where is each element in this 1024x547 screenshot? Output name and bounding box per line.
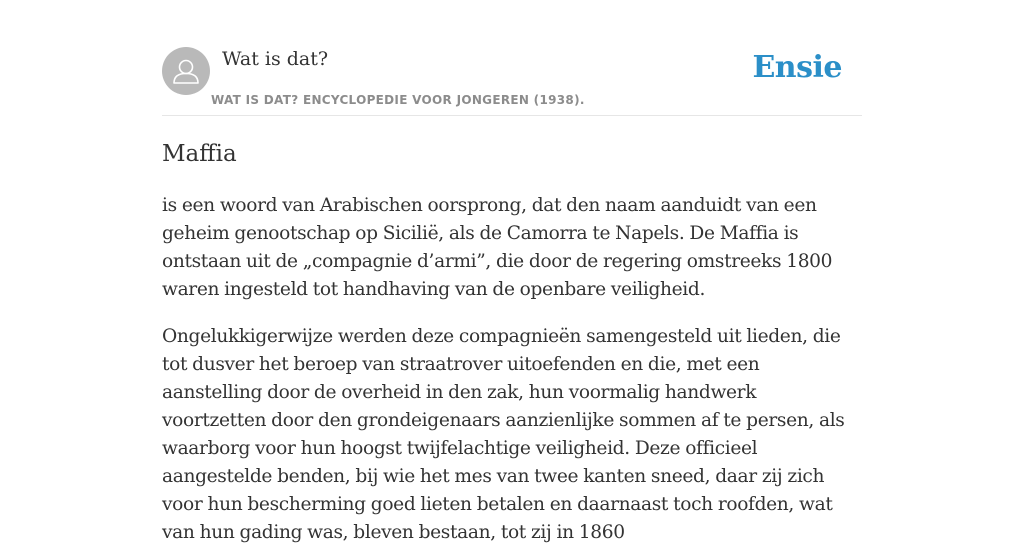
- source-subtitle[interactable]: WAT IS DAT? ENCYCLOPEDIE VOOR JONGEREN (1938).: [211, 93, 585, 107]
- source-title[interactable]: Wat is dat?: [222, 48, 329, 70]
- source-header: [162, 47, 862, 116]
- user-icon[interactable]: [162, 47, 210, 95]
- article-paragraph-2: Ongelukkigerwijze werden deze compagnieën samengesteld uit lieden, die tot dusver het beroep van straatrover uitoefenden en die, met een aanstelling door de overheid in den zak, hun voormalig handwerk voortzetten door den grondeigenaars aanzienlijke sommen af te persen, als waarborg voor hun hoogst twijfelachtige veiligheid. Deze officieel aangestelde benden, bij wie het mes van twee kanten sneed, daar zij zich voor hun bescherming goed lieten betalen en daarnaast toch roofden, wat van hun gading was, bleven bestaan, tot zij in 1860: [162, 326, 845, 543]
- article-title: Maffia: [162, 141, 237, 167]
- article-paragraph-1: is een woord van Arabischen oorsprong, dat den naam aanduidt van een geheim genootschap op Sicilië, als de Camorra te Napels. De Maffia is ontstaan uit de „compagnie d’armi”, die door de regering omstreeks 1800 waren ingesteld tot handhaving van de openbare veiligheid.: [162, 195, 833, 300]
- article: [162, 138, 862, 547]
- ensie-logo[interactable]: Ensie: [752, 50, 842, 85]
